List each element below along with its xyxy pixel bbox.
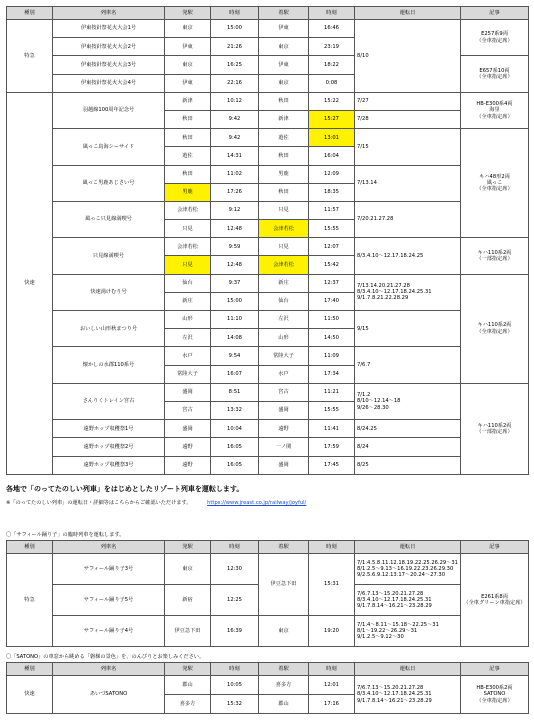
table-row [7,20,529,38]
dep-station: 東京 [165,56,211,74]
dep-station: 遠野 [165,456,211,474]
arr-station: 遠野 [259,420,309,438]
arr-time: 17:34 [309,365,355,383]
train-name: 遠野ホップ収穫祭3号 [53,456,165,474]
header-note: 記事 [461,7,529,20]
train-type: 特急 [7,20,53,93]
op-days: 7/1.4.5.8.11.12.18.19.22.25.26.29～31 8/1.2.5～9.13～16.19.22.23.26.29.30 9/2.5.6.9.12.13.17～20.24～27.30 [355,554,461,585]
dep-station: 遠野 [165,438,211,456]
header-dep-time: 時刻 [211,7,259,20]
op-days-line: 8/24 [357,443,369,450]
header-dep-time: 時刻 [211,663,259,676]
op-days: 7/6.7.13～15.20.21.27.28 8/3.4.10～12.17.18.24.25.31 9/1.7.8.14～16.21～23.28.29 [355,585,461,616]
arr-station: 一ノ関 [259,438,309,456]
dep-time: 21:26 [211,38,259,56]
table-row [7,238,529,256]
dep-time: 10:04 [211,420,259,438]
arr-time: 15:55 [309,401,355,419]
dep-station: 秋田 [165,110,211,128]
op-days [355,238,461,274]
dep-station: 会津若松 [165,201,211,219]
arr-time: 16:46 [309,20,355,38]
car-note: HB-E300系2両 SATONO （全車指定席） [461,676,529,714]
satono-header-row [7,663,529,676]
op-days [355,420,461,438]
arr-time: 18:22 [309,56,355,74]
dep-station: 郡山 [165,676,211,695]
arr-station: 山形 [259,329,309,347]
car-note: キハ110系2両 （全車指定席） [461,274,529,383]
header-name: 列車名 [53,663,165,676]
op-days [355,165,461,201]
header-arr-station: 着駅 [259,7,309,20]
dep-station: 山形 [165,311,211,329]
intro-line: 各地で「のってたのしい列車」をはじめとしたリゾート列車を運転します。 [6,485,244,493]
header-op-days: 運転日 [355,541,461,554]
header-note: 記事 [461,663,529,676]
dep-station: 只見 [165,256,211,274]
dep-time: 16:07 [211,365,259,383]
dep-station: 新津 [165,92,211,110]
dep-station: 仙台 [165,274,211,292]
arr-station: 宮古 [259,383,309,401]
dep-time: 9:12 [211,201,259,219]
arr-station: 盛岡 [259,456,309,474]
arr-station: 秋田 [259,183,309,201]
arr-station: 新庄 [259,274,309,292]
table-row [7,616,529,647]
header-type: 種別 [7,663,53,676]
header-arr-time: 時刻 [309,7,355,20]
dep-station: 只見 [165,220,211,238]
saphir-header-row [7,541,529,554]
train-name: 風っこ鳥海シーサイド [53,129,165,165]
arr-station: 盛岡 [259,401,309,419]
arr-station: 男鹿 [259,165,309,183]
dep-station: 遊佐 [165,147,211,165]
dep-station: 東京 [165,554,211,585]
op-days-line: 7/15 [357,143,369,150]
op-days [355,201,461,237]
arr-time: 14:50 [309,329,355,347]
arr-time: 12:09 [309,165,355,183]
arr-station: 東京 [259,74,309,92]
car-note: キハ48形2両 風っこ （全車指定席） [461,129,529,238]
arr-time: 15:42 [309,256,355,274]
header-dep-station: 発駅 [165,7,211,20]
dep-time: 9:42 [211,110,259,128]
table-row [7,420,529,438]
dep-station: 会津若松 [165,238,211,256]
arr-station: 郡山 [259,695,309,714]
train-name: 羽越線100周年記念号 [53,92,165,128]
arr-time: 16:04 [309,147,355,165]
op-days-line: 7/20.21.27.28 [357,216,394,223]
op-days-line: 9/1.7.8.21.22.28.29 [357,295,409,302]
op-days [355,274,461,310]
car-note: HB-E300系4両 海里 （全車指定席） [461,92,529,128]
arr-station: 東京 [259,616,309,647]
dep-time: 14:08 [211,329,259,347]
arr-time: 17:59 [309,438,355,456]
header-type: 種別 [7,541,53,554]
car-note: E657系10両 （全車指定席） [461,56,529,92]
dep-time: 12:30 [211,554,259,585]
arr-time: 15:27 [309,110,355,128]
train-name: サフィール踊り子5号 [53,585,165,616]
dep-time: 16:25 [211,56,259,74]
arr-station: 仙台 [259,292,309,310]
arr-time: 11:50 [309,311,355,329]
dep-time: 12:25 [211,585,259,616]
train-name: サフィール踊り子4号 [53,616,165,647]
dep-time: 17:26 [211,183,259,201]
header-dep-station: 発駅 [165,663,211,676]
op-days-line: 9/26～28.30 [357,404,389,411]
saphir-table [6,540,529,647]
dep-time: 16:05 [211,456,259,474]
dep-time: 15:00 [211,20,259,38]
dep-time: 11:10 [211,311,259,329]
header-dep-station: 発駅 [165,541,211,554]
arr-time: 17:40 [309,292,355,310]
dep-station: 宮古 [165,401,211,419]
header-op-days: 運転日 [355,7,461,20]
train-name: 懐かしの水郡110系号 [53,347,165,383]
header-op-days: 運転日 [355,663,461,676]
dep-station: 左沢 [165,329,211,347]
arr-station: 遊佐 [259,129,309,147]
table-row [7,456,529,474]
dep-station: 伊豆急下田 [165,616,211,647]
dep-station: 秋田 [165,129,211,147]
op-days-line: 9/15 [357,325,369,332]
arr-station: 会津若松 [259,256,309,274]
dep-station: 男鹿 [165,183,211,201]
op-days [355,110,461,128]
dep-time: 14:31 [211,147,259,165]
dep-station: 喜多方 [165,695,211,714]
op-days-line: 8/25 [357,461,369,468]
dep-station: 盛岡 [165,383,211,401]
header-note: 記事 [461,541,529,554]
train-name: おいしい山形秋まつり号 [53,311,165,347]
dep-time: 13:32 [211,401,259,419]
arr-time: 11:09 [309,347,355,365]
op-days: 7/1.4～8.11～15.18～22.25～31 8/1～19.22～26.29～31 9/1.2.5～9.12～30 [355,616,461,647]
op-days-line: 7/6.7 [357,361,371,368]
arr-station: 新津 [259,110,309,128]
op-days [355,92,461,110]
intro-note [6,499,306,507]
dep-time: 12:48 [211,220,259,238]
op-days-line: 8/10 [357,52,369,59]
train-name: 遠野ホップ収穫祭1号 [53,420,165,438]
dep-time: 10:12 [211,92,259,110]
header-row [7,7,529,20]
dep-station: 東京 [165,20,211,38]
arr-station: 常陸大子 [259,347,309,365]
arr-station: 伊東 [259,56,309,74]
op-days-line: 8/10～12.14～18 [357,398,401,405]
main-body [7,20,529,475]
car-note: E257系9両 （全車指定席） [461,20,529,56]
table-row [7,311,529,329]
arr-time: 11:57 [309,201,355,219]
header-name: 列車名 [53,7,165,20]
arr-time: 12:01 [309,676,355,695]
train-name: 遠野ホップ収穫祭2号 [53,438,165,456]
op-days [355,129,461,165]
dep-station: 新庄 [165,292,211,310]
train-name: 伊東按針祭花火大会3号 [53,56,165,74]
arr-station: 喜多方 [259,676,309,695]
op-days-line: 7/1.2 [357,392,371,399]
arr-station: 只見 [259,201,309,219]
dep-station: 伊東 [165,38,211,56]
op-days [355,20,461,93]
dep-time: 15:32 [211,695,259,714]
dep-time: 9:59 [211,238,259,256]
saphir-caption: 〇「サフィール踊り子」の臨時列車を運転します。 [6,532,125,538]
table-row [7,274,529,292]
arr-time: 12:07 [309,238,355,256]
op-days [355,347,461,383]
train-name: あいづSATONO [53,676,165,714]
op-days-line: 7/13.14.20.21.27.28 [357,283,410,289]
car-note: E261系8両 （全車グリーン車指定席） [461,554,529,647]
train-name: 風っこ男鹿あじさい号 [53,165,165,201]
dep-time: 9:42 [211,129,259,147]
arr-time: 15:22 [309,92,355,110]
dep-time: 22:16 [211,74,259,92]
arr-time: 23:19 [309,38,355,56]
op-days: 7/6.7.13～15.20.21.27.28 8/3.4.10～12.17.18.24.25.31 9/1.7.8.14～16.21～23.28.29 [355,676,461,714]
main-timetable [6,6,529,475]
header-name: 列車名 [53,541,165,554]
joyful-link[interactable]: https://www.jreast.co.jp/railway/joyful/ [207,500,307,506]
table-row [7,92,529,110]
dep-time: 16:05 [211,438,259,456]
header-dep-time: 時刻 [211,541,259,554]
header-type: 種別 [7,7,53,20]
table-row [7,165,529,183]
dep-station: 伊東 [165,74,211,92]
dep-station: 盛岡 [165,420,211,438]
arr-time: 17:45 [309,456,355,474]
op-days-line: 7/13.14 [357,180,377,187]
table-row [7,383,529,401]
op-days-line: 7/28 [357,116,369,123]
header-arr-station: 着駅 [259,541,309,554]
op-days [355,456,461,474]
arr-time: 15:55 [309,220,355,238]
train-type: 特急 [7,554,53,647]
table-row [7,554,529,585]
train-name: 伊東按針祭花火大会4号 [53,74,165,92]
train-type: 快速 [7,92,53,474]
arr-station: 秋田 [259,147,309,165]
dep-time: 15:00 [211,292,259,310]
table-row [7,201,529,219]
arr-station: 水戸 [259,365,309,383]
arr-station: 只見 [259,238,309,256]
train-name: 快速湯けむり号 [53,274,165,310]
dep-time: 9:37 [211,274,259,292]
op-days-line: 8/24.25 [357,425,377,432]
arr-time: 12:37 [309,274,355,292]
table-row [7,347,529,365]
op-days-line: 8/3.4.10～12.17.18.24.25.31 [357,289,432,296]
arr-station: 秋田 [259,92,309,110]
op-days [355,438,461,456]
arr-station: 東京 [259,38,309,56]
arr-station: 会津若松 [259,220,309,238]
arr-time: 15:31 [309,554,355,616]
table-row [7,129,529,147]
car-note: キハ110系2両 （一部指定席） [461,238,529,274]
train-name: サフィール踊り子3号 [53,554,165,585]
op-days-line: 8/3.4.10～12.17.18.24.25 [357,252,424,259]
dep-time: 10:05 [211,676,259,695]
arr-station: 伊東 [259,20,309,38]
arr-time: 11:41 [309,420,355,438]
header-arr-time: 時刻 [309,663,355,676]
op-days [355,383,461,419]
arr-time: 18:35 [309,183,355,201]
header-arr-station: 着駅 [259,663,309,676]
dep-time: 8:51 [211,383,259,401]
op-days [355,311,461,347]
dep-station: 水戸 [165,347,211,365]
arr-station: 左沢 [259,311,309,329]
train-name: 伊東按針祭花火大会1号 [53,20,165,38]
satono-caption: 〇「SATONO」の車窓から眺める「磐梯の景色」を、のんびりとお楽しみください。 [6,654,205,660]
intro-note-text: ※「のってたのしい列車」の運転日・詳細等はこちらからご確認いただけます。 [6,500,192,506]
dep-time: 11:02 [211,165,259,183]
op-days-line: 7/27 [357,98,369,105]
train-type: 快速 [7,676,53,714]
dep-station: 新宿 [165,585,211,616]
dep-station: 常陸大子 [165,365,211,383]
table-row [7,438,529,456]
dep-station: 秋田 [165,165,211,183]
car-note: キハ110系2両 （一部指定席） [461,383,529,474]
train-name: さんりくトレイン宮古 [53,383,165,419]
arr-time: 11:21 [309,383,355,401]
train-name: 風っこ只見線満喫号 [53,201,165,237]
arr-time: 17:16 [309,695,355,714]
train-name: 只見線満喫号 [53,238,165,274]
arr-time: 0:08 [309,74,355,92]
arr-station: 伊豆急下田 [259,554,309,616]
arr-time: 13:01 [309,129,355,147]
dep-time: 9:54 [211,347,259,365]
train-name: 伊東按針祭花火大会2号 [53,38,165,56]
arr-time: 19:20 [309,616,355,647]
header-arr-time: 時刻 [309,541,355,554]
dep-time: 16:39 [211,616,259,647]
dep-time: 12:48 [211,256,259,274]
satono-table [6,662,529,714]
table-row [7,676,529,695]
